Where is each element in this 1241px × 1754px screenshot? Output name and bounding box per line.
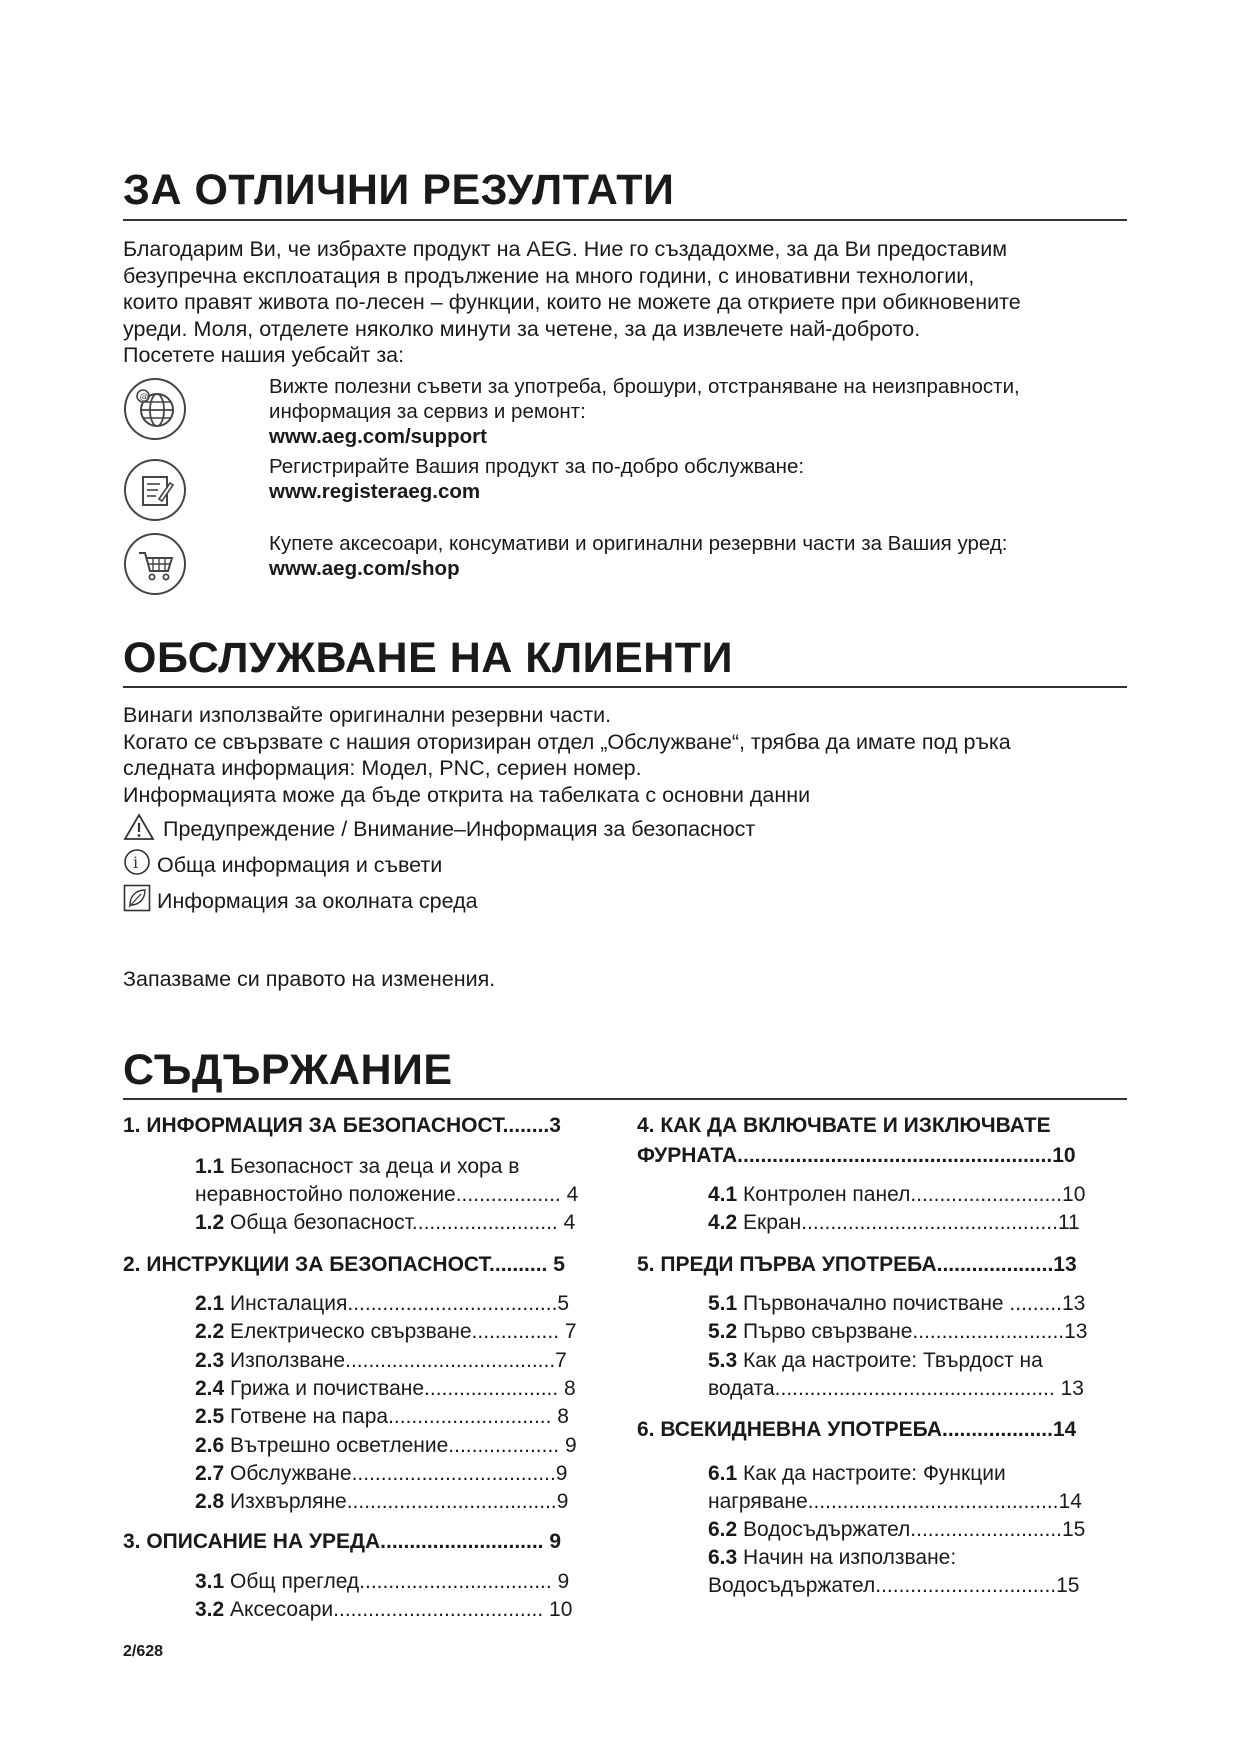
toc-item-5-1[interactable] (708, 1292, 1085, 1316)
toc-item-number: 4.1 (708, 1183, 738, 1206)
toc-item-6-2[interactable] (708, 1518, 1085, 1542)
globe-icon (124, 378, 186, 440)
toc-item-number: 2.7 (195, 1462, 225, 1485)
register-url-link[interactable]: www.registeraeg.com (269, 480, 481, 503)
intro-line: Посетете нашия уебсайт за: (123, 343, 405, 367)
toc-item-number: 2.5 (195, 1405, 225, 1428)
heading-rule (123, 219, 1127, 221)
reserve-rights-note: Запазваме си правото на изменения. (123, 967, 496, 991)
heading-customer-service: ОБСЛУЖВАНЕ НА КЛИЕНТИ (123, 634, 733, 682)
toc-item-2-3[interactable] (195, 1349, 567, 1373)
toc-item-5-3[interactable] (708, 1349, 1043, 1373)
toc-item-number: 1.1 (195, 1155, 225, 1178)
toc-item-number: 2.8 (195, 1490, 225, 1513)
toc-item-2-6[interactable] (195, 1434, 577, 1458)
toc-item-number: 6.2 (708, 1518, 738, 1541)
svg-text:@: @ (139, 392, 149, 403)
shop-link-block (269, 531, 1007, 581)
toc-item-5-2[interactable] (708, 1320, 1087, 1344)
toc-item-text: Електрическо свързване............... 7 (230, 1320, 577, 1343)
toc-item-1-2[interactable] (195, 1211, 575, 1235)
heading-contents: СЪДЪРЖАНИЕ (123, 1046, 453, 1094)
shop-url-link[interactable]: www.aeg.com/shop (269, 557, 460, 580)
toc-item-number: 2.4 (195, 1377, 225, 1400)
toc-item-number: 3.1 (195, 1570, 225, 1593)
toc-item-4-2[interactable] (708, 1211, 1080, 1235)
toc-item-2-2[interactable] (195, 1320, 577, 1344)
info-icon (123, 848, 151, 876)
support-url-link[interactable]: www.aeg.com/support (269, 425, 487, 448)
toc-section-1[interactable]: 1. ИНФОРМАЦИЯ ЗА БЕЗОПАСНОСТ........3 (123, 1114, 561, 1137)
warning-legend-text: Предупреждение / Внимание–Информация за безопасност (163, 817, 756, 841)
toc-item-text: Как да настроите: Твърдост на (743, 1349, 1043, 1372)
toc-item-text: Първоначално почистване .........13 (743, 1292, 1086, 1315)
toc-item-number: 1.2 (195, 1211, 225, 1234)
svg-text:i: i (133, 853, 139, 872)
toc-item-text: Водосъдържател..........................15 (743, 1518, 1086, 1541)
toc-item-text: Обща безопасност......................... 4 (230, 1211, 576, 1234)
toc-item-1-1[interactable] (195, 1155, 519, 1179)
toc-item-6-1-cont[interactable]: нагряване...........................................14 (708, 1490, 1082, 1513)
toc-item-text: Използване....................................7 (230, 1349, 567, 1372)
toc-item-text: Контролен панел..........................10 (743, 1183, 1086, 1206)
toc-item-text: Как да настроите: Функции (743, 1462, 1006, 1485)
warning-triangle-icon (123, 813, 155, 841)
service-line: Когато се свързвате с нашия оторизиран отдел „Обслужване“, трябва да имате под ръка (123, 729, 1011, 754)
toc-item-2-8[interactable] (195, 1490, 568, 1514)
intro-line: безупречна експлоатация в продължение на много години, с иновативни технологии, (123, 263, 975, 288)
toc-item-number: 5.3 (708, 1349, 738, 1372)
intro-paragraph (123, 236, 1021, 369)
toc-section-5[interactable]: 5. ПРЕДИ ПЪРВА УПОТРЕБА....................13 (637, 1253, 1077, 1276)
toc-item-text: Изхвърляне....................................9 (230, 1490, 569, 1513)
intro-line: които правят живота по-лесен – функции, които не можете да откриете при обикновените (123, 290, 1021, 314)
heading-rule (123, 1098, 1127, 1100)
intro-line: Благодарим Ви, че избрахте продукт на AEG. Ние го създадохме, за да Ви предоставим (123, 237, 1008, 261)
support-link-block (269, 374, 1020, 449)
heading-for-perfect-results: ЗА ОТЛИЧНИ РЕЗУЛТАТИ (123, 166, 675, 214)
service-line: Информацията може да бъде открита на табелката с основни данни (123, 782, 811, 807)
environment-leaf-icon (123, 884, 151, 912)
toc-section-4[interactable]: 4. КАК ДА ВКЛЮЧВАТЕ И ИЗКЛЮЧВАТЕ (637, 1114, 1051, 1137)
toc-item-number: 6.3 (708, 1546, 738, 1569)
toc-item-6-3-cont[interactable]: Водосъдържател...............................15 (708, 1574, 1080, 1597)
register-link-block (269, 454, 804, 504)
toc-item-5-3-cont[interactable]: водата................................................ 13 (708, 1377, 1084, 1400)
toc-item-number: 2.1 (195, 1292, 225, 1315)
support-text: информация за сервиз и ремонт: (269, 400, 586, 423)
toc-item-number: 3.2 (195, 1598, 225, 1621)
toc-item-2-4[interactable] (195, 1377, 576, 1401)
toc-item-text: Общ преглед................................. 9 (230, 1570, 570, 1593)
support-text: Вижте полезни съвети за употреба, брошури, отстраняване на неизправности, (269, 375, 1020, 398)
info-legend-text: Обща информация и съвети (157, 853, 443, 877)
toc-item-2-7[interactable] (195, 1462, 567, 1486)
toc-item-text: Аксесоари.................................... 10 (230, 1598, 573, 1621)
toc-item-text: Готвене на пара............................ 8 (230, 1405, 569, 1428)
toc-item-number: 2.2 (195, 1320, 225, 1343)
toc-section-3[interactable]: 3. ОПИСАНИЕ НА УРЕДА............................ 9 (123, 1530, 562, 1553)
service-line: Винаги използвайте оригинални резервни части. (123, 703, 612, 727)
toc-item-number: 6.1 (708, 1462, 738, 1485)
shop-text: Купете аксесоари, консумативи и оригинални резервни части за Вашия уред: (269, 532, 1008, 555)
toc-item-text: Обслужване...................................9 (230, 1462, 568, 1485)
shopping-cart-icon (124, 533, 186, 595)
toc-item-text: Първо свързване..........................13 (743, 1320, 1088, 1343)
toc-item-text: Безопасност за деца и хора в (230, 1155, 520, 1178)
toc-item-text: Инсталация....................................5 (230, 1292, 570, 1315)
intro-line: уреди. Моля, отделете няколко минути за четене, за да извлечете най-доброто. (123, 316, 921, 341)
toc-item-4-1[interactable] (708, 1183, 1085, 1207)
environment-legend-text: Информация за околната среда (157, 889, 478, 913)
toc-item-1-1-cont[interactable]: неравностойно положение.................. 4 (195, 1183, 579, 1206)
toc-item-text: Грижа и почистване....................... 8 (230, 1377, 576, 1400)
page-number: 2/628 (123, 1643, 164, 1660)
toc-item-text: Вътрешно осветление................... 9 (230, 1434, 577, 1457)
toc-section-2[interactable]: 2. ИНСТРУКЦИИ ЗА БЕЗОПАСНОСТ.......... 5 (123, 1253, 565, 1276)
toc-item-2-5[interactable] (195, 1405, 569, 1429)
toc-item-6-1[interactable] (708, 1462, 1006, 1486)
toc-item-2-1[interactable] (195, 1292, 569, 1316)
toc-item-number: 2.3 (195, 1349, 225, 1372)
service-paragraph (123, 702, 1011, 808)
toc-item-number: 2.6 (195, 1434, 225, 1457)
toc-item-number: 5.2 (708, 1320, 738, 1343)
toc-item-3-2[interactable] (195, 1598, 572, 1622)
toc-section-6[interactable]: 6. ВСЕКИДНЕВНА УПОТРЕБА...................14 (637, 1418, 1077, 1441)
toc-section-4-cont[interactable]: ФУРНАТА......................................................10 (637, 1144, 1076, 1167)
service-line: следната информация: Модел, PNC, сериен номер. (123, 756, 642, 780)
register-form-icon (124, 459, 186, 521)
toc-item-3-1[interactable] (195, 1570, 569, 1594)
toc-item-6-3[interactable] (708, 1546, 956, 1570)
register-text: Регистрирайте Вашия продукт за по-добро обслужване: (269, 455, 805, 478)
toc-item-number: 5.1 (708, 1292, 738, 1315)
heading-rule (123, 686, 1127, 688)
toc-item-text: Начин на използване: (743, 1546, 957, 1569)
toc-item-number: 4.2 (708, 1211, 738, 1234)
toc-item-text: Екран............................................11 (743, 1211, 1080, 1234)
